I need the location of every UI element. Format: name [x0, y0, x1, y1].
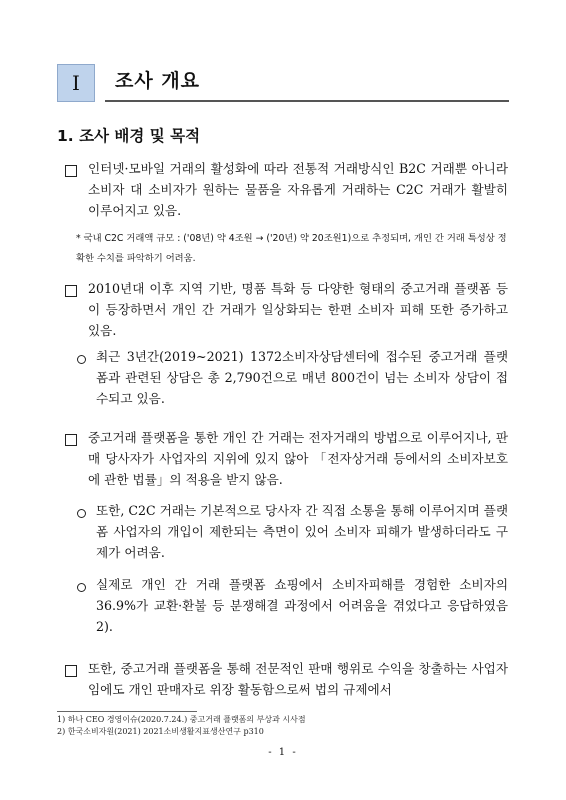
square-bullet-icon — [65, 665, 77, 677]
circle-bullet-icon — [77, 355, 86, 364]
body-paragraph: 또한, C2C 거래는 기본적으로 당사자 간 직접 소통을 통해 이루어지며 플랫폼 사업자의 개입이 제한되는 측면이 있어 소비자 피해가 발생하더라도 구제가 어려움. — [96, 503, 508, 560]
body-paragraph: 또한, 중고거래 플랫폼을 통해 전문적인 판매 행위로 수익을 창출하는 사업자임에도 개인 판매자로 위장 활동함으로써 법의 규제에서 — [88, 661, 508, 697]
note-paragraph: * 국내 C2C 거래액 규모 : ('08년) 약 4조원 → ('20년) 약 20조원1)으로 추정되며, 개인 간 거래 특성상 정확한 수치를 파악하기 어려움. — [76, 233, 507, 264]
square-bullet-icon — [65, 285, 77, 297]
footnote: 2) 한국소비자원(2021) 2021소비생활지표생산연구 p310 — [57, 727, 264, 736]
square-bullet-icon — [65, 434, 77, 446]
section-header — [57, 64, 509, 104]
circle-bullet-icon — [77, 583, 86, 592]
section-number-box: Ⅰ — [57, 64, 95, 102]
circle-bullet-icon — [77, 509, 86, 518]
body-paragraph: 최근 3년간(2019~2021) 1372소비자상담센터에 접수된 중고거래 플랫폼과 관련된 상담은 총 2,790건으로 매년 800건이 넘는 소비자 상담이 접수되고 있음. — [96, 349, 508, 406]
footnote: 1) 하나 CEO 경영이슈(2020.7.24.) 중고거래 플랫폼의 부상과 시사점 — [57, 715, 306, 724]
body-paragraph: 인터넷·모바일 거래의 활성화에 따라 전통적 거래방식인 B2C 거래뿐 아니라 소비자 대 소비자가 원하는 물품을 자유롭게 거래하는 C2C 거래가 활발히 이루어지고 있음. — [88, 161, 508, 218]
body-paragraph: 실제로 개인 간 거래 플랫폼 쇼핑에서 소비자피해를 경험한 소비자의 36.9%가 교환·환불 등 분쟁해결 과정에서 어려움을 겪었다고 응답하였음2). — [96, 577, 508, 634]
body-paragraph: 2010년대 이후 지역 기반, 명품 특화 등 다양한 형태의 중고거래 플랫폼 등이 등장하면서 개인 간 거래가 일상화되는 한편 소비자 피해 또한 증가하고 있음. — [88, 281, 508, 338]
page-number: - 1 - — [268, 747, 298, 758]
square-bullet-icon — [65, 165, 77, 177]
footnote-divider — [57, 711, 197, 712]
section-title: 조사 개요 — [115, 70, 201, 92]
section-underline — [105, 100, 509, 102]
body-paragraph: 중고거래 플랫폼을 통한 개인 간 거래는 전자거래의 방법으로 이루어지나, 판매 당사자가 사업자의 지위에 있지 않아 「전자상거래 등에서의 소비자보호에 관한 법률」의 적용을 받지 않음. — [88, 430, 508, 487]
subsection-title: 1. 조사 배경 및 목적 — [57, 127, 201, 145]
